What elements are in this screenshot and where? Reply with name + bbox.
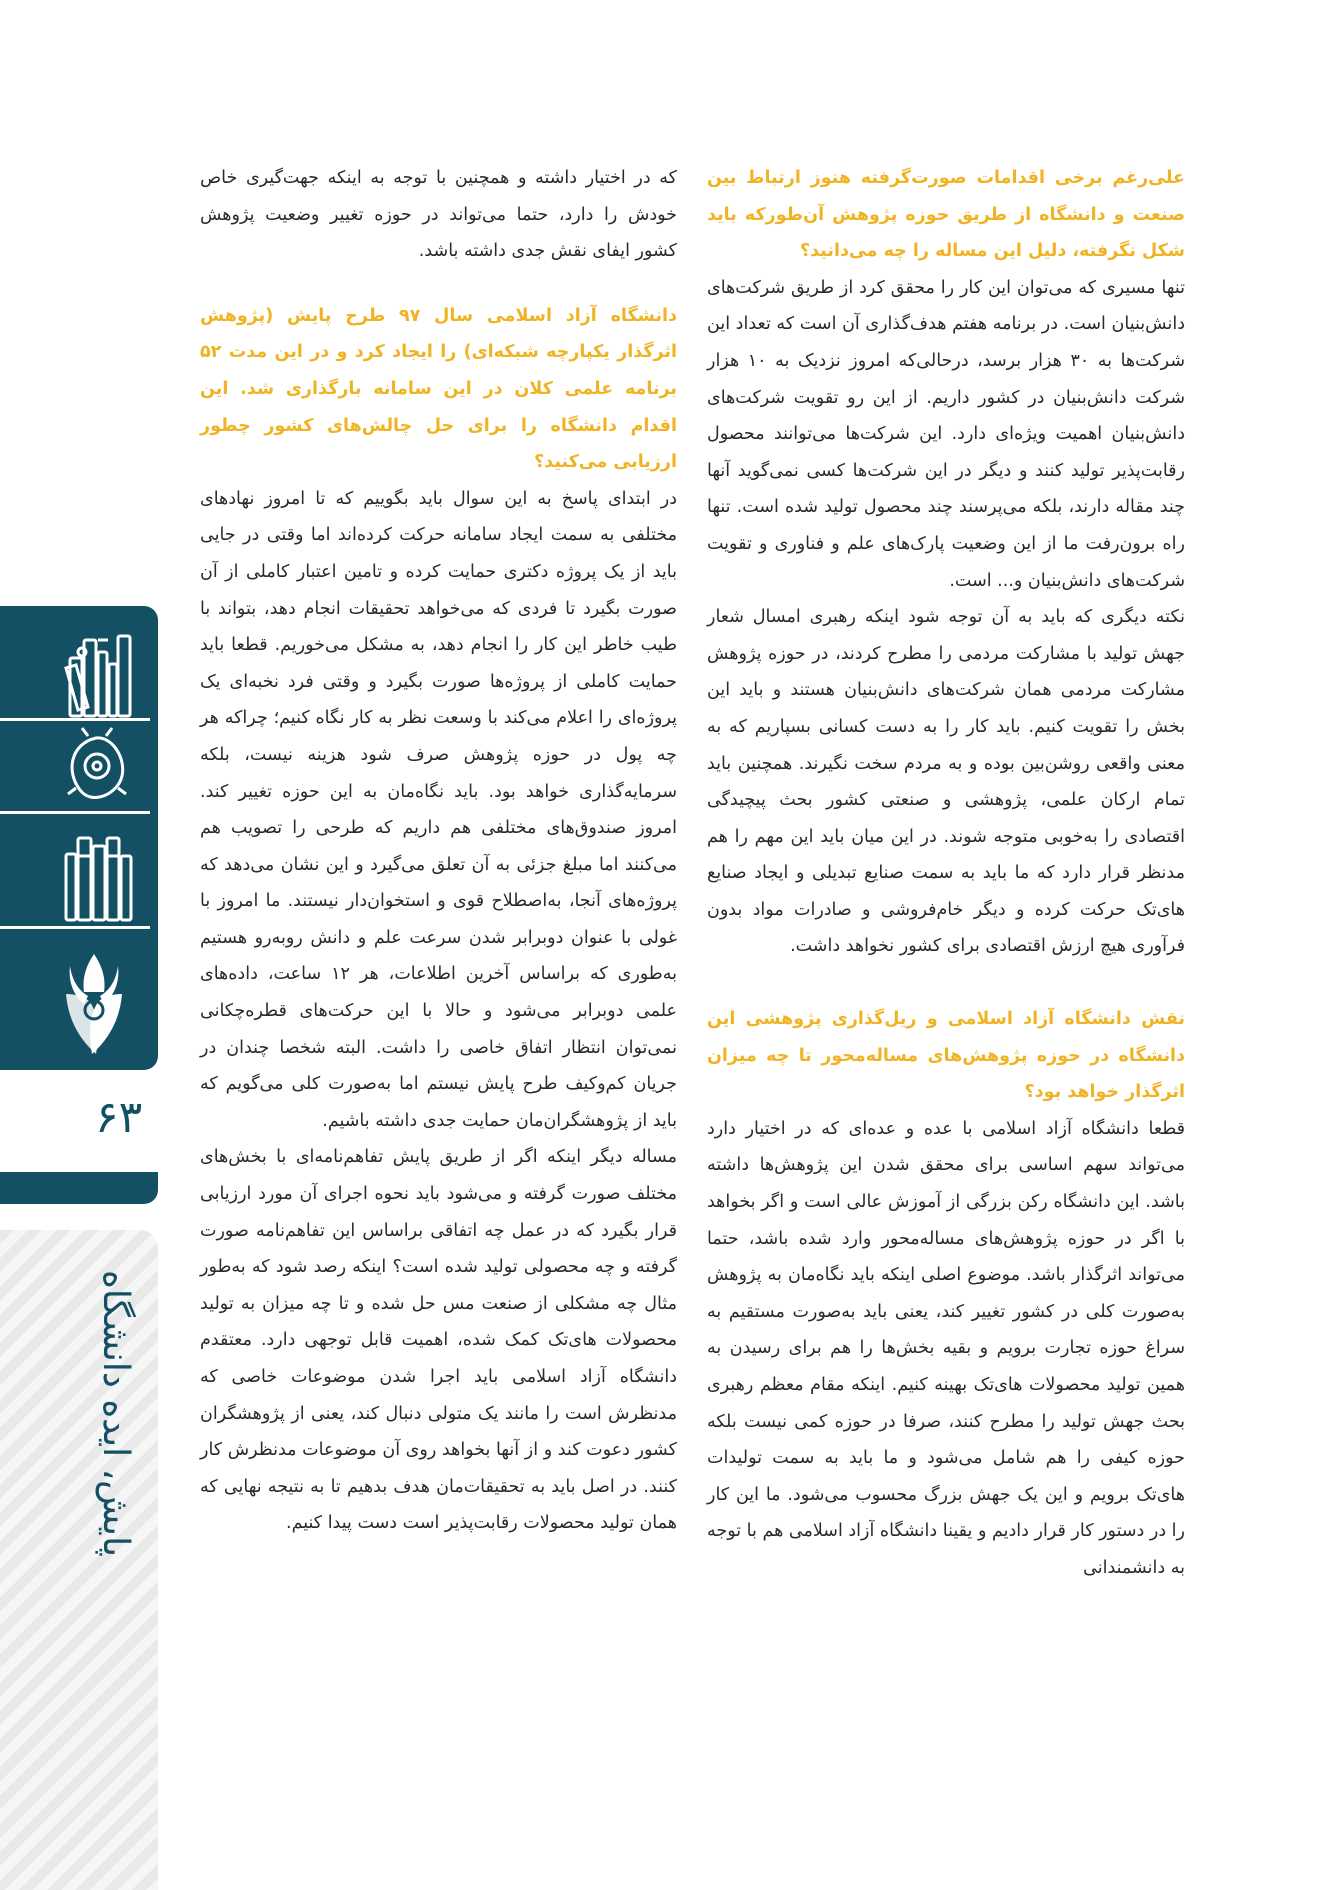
left-column [200, 160, 677, 1542]
award-icon [0, 724, 158, 810]
question-heading: علی‌رغم برخی اقدامات صورت‌گرفته هنوز ارتباط بین صنعت و دانشگاه از طریق حوزه پژوهش آن‌طورکه باید شکل نگرفته، دلیل این مساله را چه می‌دانید؟ [707, 168, 1185, 262]
bookshelf-icon [0, 618, 158, 718]
shelf-divider [0, 926, 150, 929]
question-heading: نقش دانشگاه آزاد اسلامی و ریل‌گذاری پژوهشی این دانشگاه در حوزه پژوهش‌های مساله‌محور تا چه میزان اثرگذار خواهد بود؟ [707, 1009, 1185, 1103]
shelf-divider [0, 811, 150, 814]
answer-paragraph: مساله دیگر اینکه اگر از طریق پایش تفاهم‌نامه‌ای با بخش‌های مختلف صورت گرفته و می‌شود باید نحوه اجرای آن مورد ارزیابی قرار بگیرد که در عمل چه اتفاقی براساس این تفاهم‌نامه صورت گرفته و چه محصولی تولید شده است؟ اینکه رصد شود که به‌طور مثال چه مشکلی از صنعت مس حل شده و تا چه میزان به تولید محصولات های‌تک کمک شده، اهمیت قابل توجهی دارد. معتقدم دانشگاه آزاد اسلامی باید اجرا شدن موضوعات خاصی که مدنظرش است را مانند یک متولی دنبال کند، یعنی از پژوهشگران کشور دعوت کند و از آنها بخواهد روی آن موضوعات مدنظرش کار کنند. در اصل باید به تحقیقات‌مان هدف بدهیم تا به نتیجه نهایی که همان تولید محصولات رقابت‌پذیر است دست پیدا کنیم. [200, 1147, 677, 1534]
answer-paragraph: نکته دیگری که باید به آن توجه شود اینکه رهبری امسال شعار جهش تولید با مشارکت مردمی را مطرح کردند، در حوزه پژوهش مشارکت مردمی همان شرکت‌های دانش‌بنیان هستند و باید این بخش را تقویت کنیم. باید کار را به دست کسانی بسپاریم که به معنی واقعی روشن‌بین بوده و به مردم سخت نگیرند. همچنین باید تمام ارکان علمی، پژوهشی و صنعتی کشور بحث پیچیدگی اقتصادی را به‌خوبی متوجه شوند. در این میان باید این مهم را هم مدنظر قرار دارد که ما باید به سمت صنایع تبدیلی و ایجاد صنایع های‌تک حرکت کرده و دیگر خام‌فروشی و صادرات مواد بدون فرآوری هیچ ارزش اقتصادی برای کشور نخواهد داشت. [707, 607, 1185, 957]
books-icon [0, 816, 158, 924]
answer-paragraph: قطعا دانشگاه آزاد اسلامی با عده و عده‌ای که در اختیار دارد می‌تواند سهم اساسی برای محقق شدن این پژوهش‌ها داشته باشد. این دانشگاه رکن بزرگی از آموزش عالی است و اگر بخواهد با اگر در حوزه پژوهش‌های مساله‌محور وارد شده باشد، حتما می‌تواند اثرگذار باشد. موضوع اصلی اینکه باید نگاه‌مان به پژوهش به‌صورت کلی در کشور تغییر کند، یعنی باید به‌صورت مستقیم به سراغ حوزه تجارت برویم و بقیه بخش‌ها را هم برای رسیدن به همین تولید محصولات های‌تک بهینه کنیم. اینکه مقام معظم رهبری بحث جهش تولید را مطرح کنند، صرفا در حوزه کمی نیست بلکه حوزه کیفی را هم شامل می‌شود و ما باید به سمت تولیدات های‌تک برویم و این یک جهش بزرگ محسوب می‌شود. ما این کار را در دستور کار قرار دادیم و یقینا دانشگاه آزاد اسلامی هم با توجه به دانشمندانی [707, 1118, 1185, 1578]
magazine-title: پایش، ایده دانشگاه [95, 1270, 136, 1558]
sidebar-tab [0, 606, 158, 1070]
page-number: ۶۳ [95, 1092, 143, 1143]
university-logo-icon [0, 936, 158, 1066]
page-number-bar [0, 1172, 158, 1204]
question-heading: دانشگاه آزاد اسلامی سال ۹۷ طرح پایش (پژوهش اثرگذار یکپارچه شبکه‌ای) را ایجاد کرد و در این مدت ۵۲ برنامه علمی کلان در این سامانه بارگذاری شد. این اقدام دانشگاه را برای حل چالش‌های کشور چطور ارزیابی می‌کنید؟ [200, 305, 678, 473]
right-column [707, 160, 1185, 1587]
shelf-divider [0, 718, 150, 721]
answer-paragraph: در ابتدای پاسخ به این سوال باید بگوییم که تا امروز نهادهای مختلفی به سمت ایجاد سامانه حرکت کرده‌اند اما وقتی در جایی باید از یک پروژه دکتری حمایت کرده و تامین اعتبار کاملی از آن صورت بگیرد تا فردی که می‌خواهد تحقیقات انجام دهد، بتواند با طیب خاطر این کار را انجام دهد، به مشکل می‌خوریم. قطعا باید حمایت کاملی از پروژه‌ها صورت بگیرد و وقتی فرد نخبه‌ای یک پروژه‌ای را اعلام می‌کند با وسعت نظر به کار نگاه کنیم؛ چراکه هر چه پول در حوزه پژوهش صرف شود هزینه نیست، بلکه سرمایه‌گذاری خواهد بود. باید نگاه‌مان به این حوزه تغییر کند. امروز صندوق‌های مختلفی هم داریم که طرحی را تصویب هم می‌کنند اما مبلغ جزئی به آن تعلق می‌گیرد و این نشان می‌دهد که پروژه‌های آنجا، به‌اصطلاح قوی و استخوان‌دار نیستند. ما امروز با غولی با عنوان دوبرابر شدن سرعت علم و دانش روبه‌رو هستیم به‌طوری که براساس آخرین اطلاعات، هر ۱۲ ساعت، داده‌های علمی دوبرابر می‌شود و حالا با این حرکت‌های قطره‌چکانی نمی‌توان انتظار اتفاق خاصی را داشت. البته شخصا چندان در جریان کم‌وکیف طرح پایش نیستم اما به‌صورت کلی می‌گویم که باید از پژوهشگران‌مان حمایت جدی داشته باشیم. [200, 488, 677, 1131]
continued-paragraph: که در اختیار داشته و همچنین با توجه به اینکه جهت‌گیری خاص خودش را دارد، حتما می‌تواند در حوزه تغییر وضعیت پژوهش کشور ایفای نقش جدی داشته باشد. [200, 168, 677, 262]
answer-paragraph: تنها مسیری که می‌توان این کار را محقق کرد از طریق شرکت‌های دانش‌بنیان است. در برنامه هفتم هدف‌گذاری آن است که تعداد این شرکت‌ها به ۳۰ هزار برسد، درحالی‌که امروز نزدیک به ۱۰ هزار شرکت دانش‌بنیان در کشور داریم. از این رو تقویت شرکت‌های دانش‌بنیان اهمیت ویژه‌ای دارد. این شرکت‌ها می‌توانند محصول رقابت‌پذیر تولید کنند و دیگر در این شرکت‌ها کسی نمی‌گوید آنها چند مقاله دارند، بلکه می‌پرسند چند محصول تولید شده است. تنها راه برون‌رفت ما از این وضعیت پارک‌های علم و فناوری و تقویت شرکت‌های دانش‌بنیان و... است. [707, 277, 1185, 591]
